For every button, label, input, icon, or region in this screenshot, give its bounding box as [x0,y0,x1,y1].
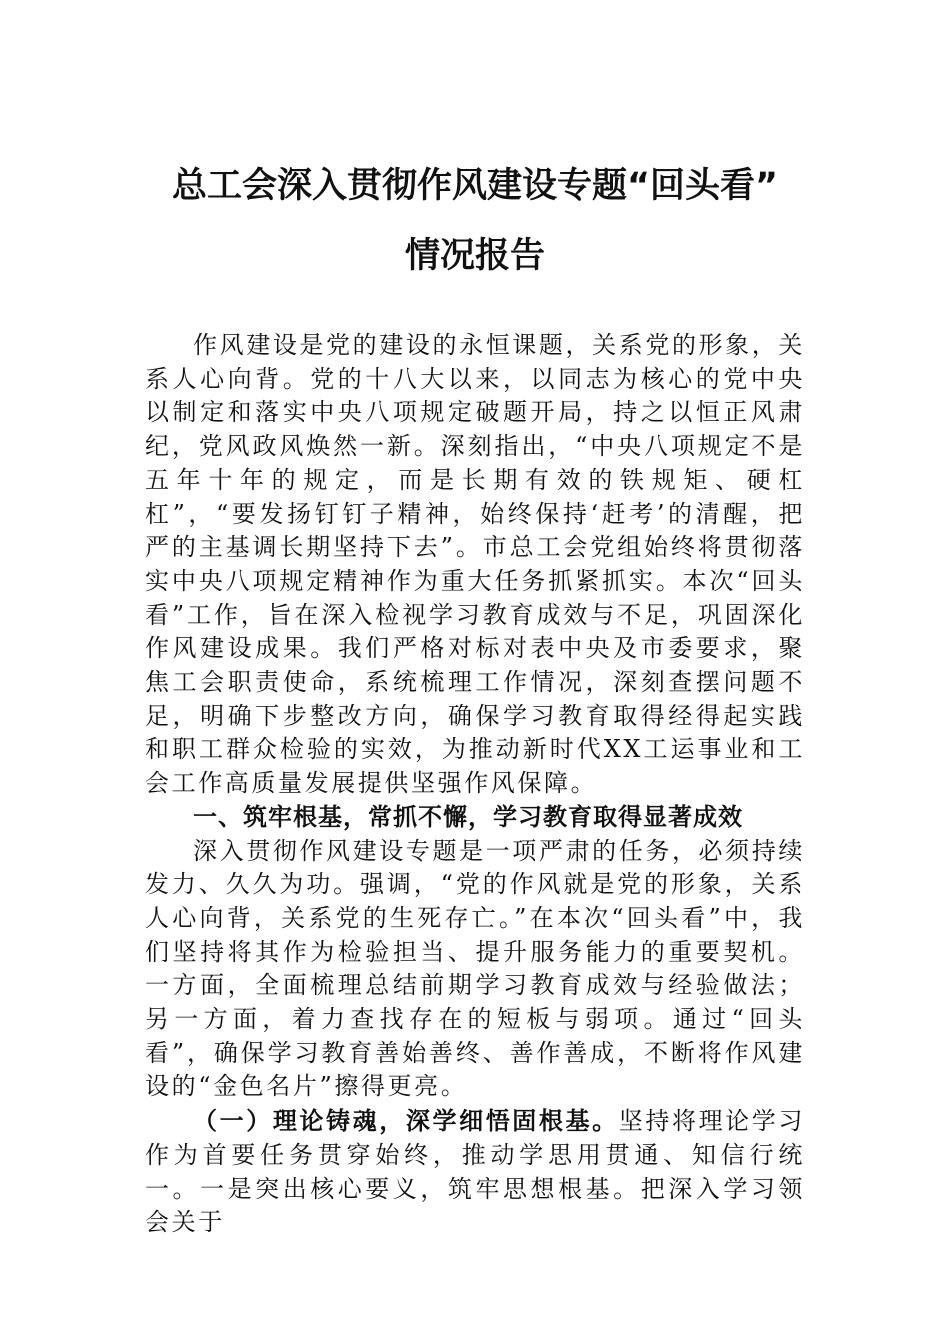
section-heading-1: 一、筑牢根基，常抓不懈，学习教育取得显著成效 [193,802,743,831]
section-1-paragraph: 深入贯彻作风建设专题是一项严肃的任务，必须持续发力、久久为功。强调，“党的作风就是党的形象，关系人心向背，关系党的生死存亡。”在本次“回头看”中，我们坚持将其作为检验担当、提升服务能力的重要契机。一方面，全面梳理总结前期学习教育成效与经验做法；另一方面，着力查找存在的短板与弱项。通过“回头看”，确保学习教育善始善终、善作善成，不断将作风建设的“金色名片”擦得更亮。 [145,836,805,1101]
document-body [145,329,805,1240]
subsection-1-text: 坚持将理论学习作为首要任务贯穿始终，推动学思用贯通、知信行统一。一是突出核心要义，筑牢思想根基。把深入学习领会关于 [145,1107,806,1237]
document-title-line-1: 总工会深入贯彻作风建设专题“回头看” [171,166,778,206]
subsection-1-lead: （一）理论铸魂，深学细悟固根基。 [193,1106,619,1136]
intro-paragraph: 作风建设是党的建设的永恒课题，关系党的形象，关系人心向背。党的十八大以来，以同志为核心的党中央以制定和落实中央八项规定破题开局，持之以恒正风肃纪，党风政风焕然一新。深刻指出，“中央八项规定不是五年十年的规定，而是长期有效的铁规矩、硬杠杠”，“要发扬钉钉子精神，始终保持‘赶考’的清醒，把严的主基调长期坚持下去”。市总工会党组始终将贯彻落实中央八项规定精神作为重大任务抓紧抓实。本次“回头看”工作，旨在深入检视学习教育成效与不足，巩固深化作风建设成果。我们严格对标对表中央及市委要求，聚焦工会职责使命，系统梳理工作情况，深刻查摆问题不足，明确下步整改方向，确保学习教育取得经得起实践和职工群众检验的实效，为推动新时代XX工运事业和工会工作高质量发展提供坚强作风保障。 [145,331,805,798]
document-title-line-2: 情况报告 [404,236,545,276]
subsection-1-paragraph [145,1104,805,1240]
